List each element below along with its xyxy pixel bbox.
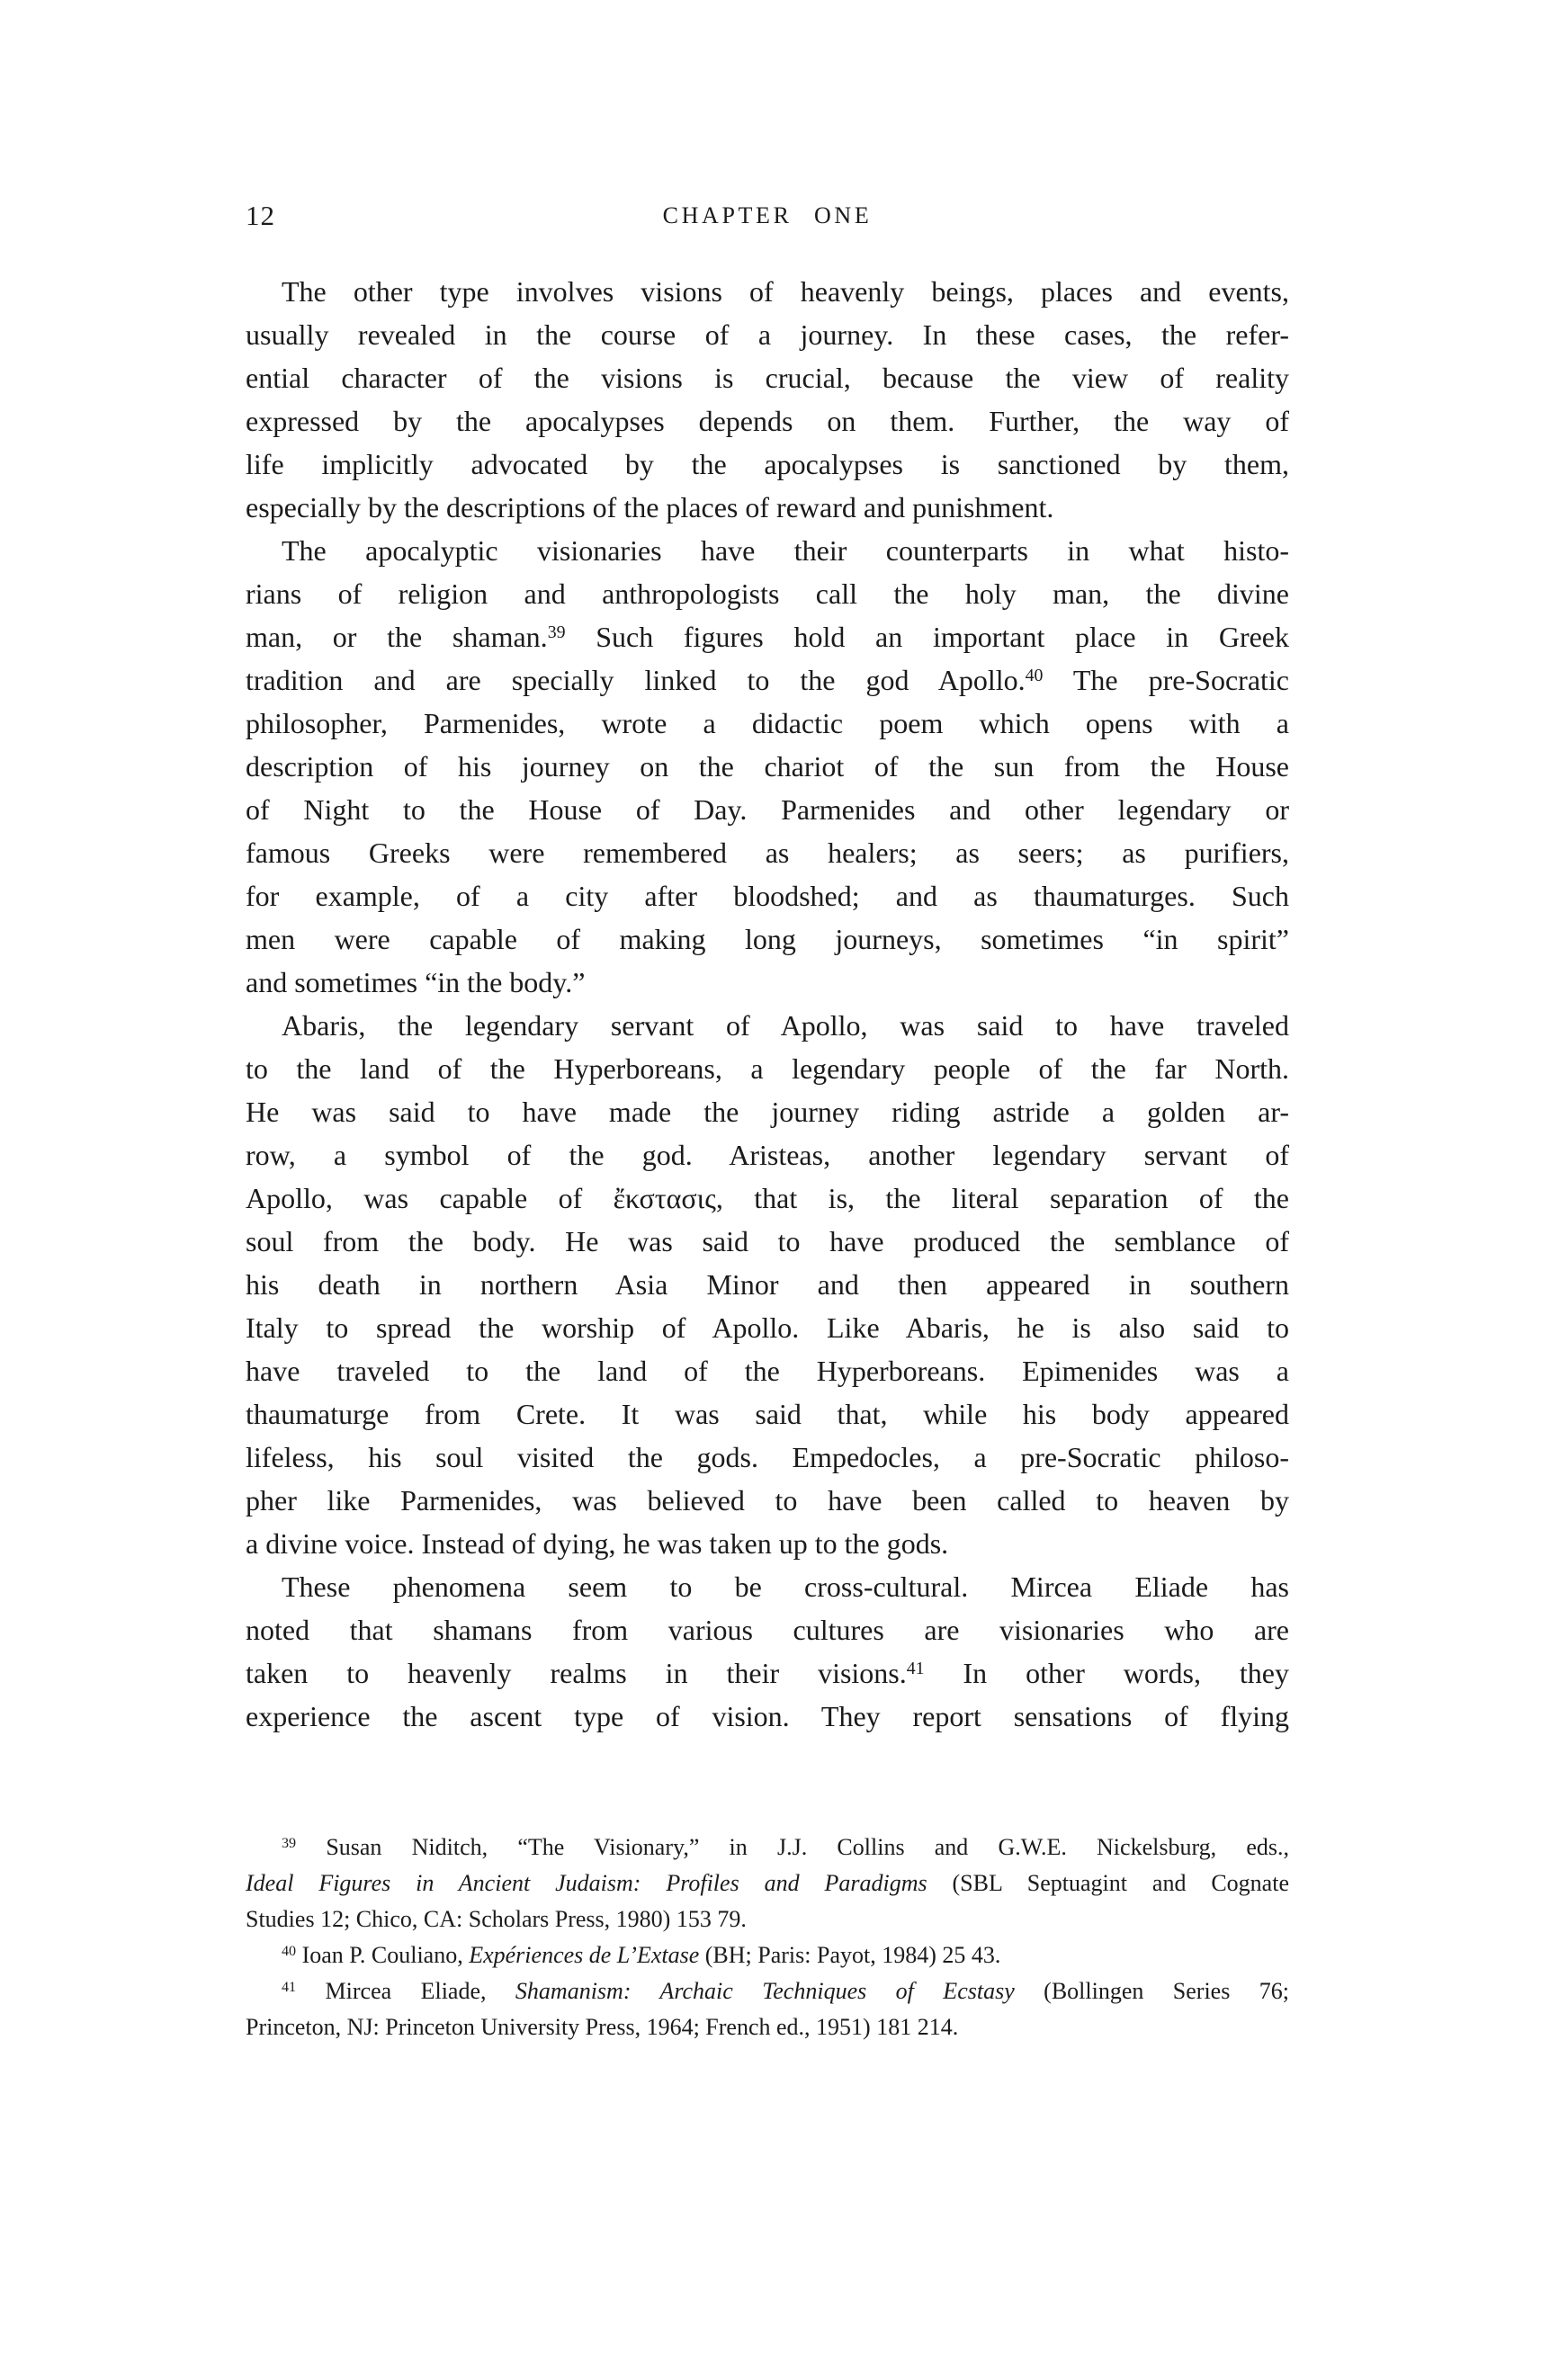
text-run: taken to heavenly realms in their visions. (246, 1657, 907, 1689)
body-line (246, 917, 1289, 961)
body-line (246, 1695, 1289, 1738)
body-line (246, 874, 1289, 917)
text-run: philosopher, Parmenides, wrote a didactic poem which opens with a (246, 707, 1289, 739)
text-run: These phenomena seem to be cross-cultural. Mircea Eliade has (282, 1570, 1289, 1603)
text-run: experience the ascent type of vision. They report sensations of flying (246, 1700, 1289, 1732)
text-run: a divine voice. Instead of dying, he was taken up to the gods. (246, 1527, 949, 1560)
text-run: The other type involves visions of heavenly beings, places and events, (282, 275, 1289, 308)
text-run: famous Greeks were remembered as healers; as seers; as purifiers, (246, 837, 1289, 869)
text-run: tradition and are specially linked to the god Apollo. (246, 664, 1026, 696)
page-body (246, 270, 1289, 1738)
footnote-line (246, 1866, 1289, 1901)
body-line (246, 1565, 1289, 1608)
body-line (246, 1090, 1289, 1133)
text-run: usually revealed in the course of a journey. In these cases, the refer- (246, 318, 1289, 351)
text-run: row, a symbol of the god. Aristeas, another legendary servant of (246, 1139, 1289, 1171)
body-line (246, 961, 1289, 1004)
footnote-line (246, 1937, 1289, 1973)
text-run: soul from the body. He was said to have produced the semblance of (246, 1225, 1289, 1257)
text-run: Italy to spread the worship of Apollo. Like Abaris, he is also said to (246, 1311, 1289, 1344)
text-run: The pre-Socratic (1043, 664, 1290, 696)
body-line (246, 1392, 1289, 1436)
text-run: The apocalyptic visionaries have their counterparts in what histo- (282, 534, 1289, 567)
body-line (246, 1479, 1289, 1522)
body-line (246, 1349, 1289, 1392)
body-line (246, 313, 1289, 356)
text-run: Apollo, was capable of ἔκστασις, that is, the literal separation of the (246, 1182, 1289, 1214)
body-line (246, 1608, 1289, 1651)
footnote-line (246, 1901, 1289, 1937)
body-line (246, 443, 1289, 486)
body-line (246, 1177, 1289, 1220)
footnote-section (246, 1830, 1289, 2045)
body-line (246, 1651, 1289, 1695)
body-line (246, 831, 1289, 874)
page-number: 12 (246, 200, 275, 231)
text-run: expressed by the apocalypses depends on them. Further, the way of (246, 405, 1289, 437)
body-line (246, 356, 1289, 399)
text-run: have traveled to the land of the Hyperboreans. Epimenides was a (246, 1355, 1289, 1387)
text-run: Princeton, NJ: Princeton University Press, 1964; French ed., 1951) 181 214. (246, 2014, 959, 2040)
text-run: Ioan P. Couliano, (296, 1942, 470, 1968)
text-run: He was said to have made the journey riding astride a golden ar- (246, 1096, 1289, 1128)
footnote-ref: 40 (1025, 666, 1044, 686)
text-run: especially by the descriptions of the places of reward and punishment. (246, 491, 1054, 523)
body-line (246, 1263, 1289, 1306)
page-header (246, 200, 1289, 236)
italic-run: Expériences de L’Extase (469, 1942, 700, 1968)
text-run: thaumaturge from Crete. It was said that, while his body appeared (246, 1398, 1289, 1430)
body-line (246, 1133, 1289, 1177)
footnote-ref: 41 (906, 1659, 925, 1679)
text-run: (BH; Paris: Payot, 1984) 25 43. (699, 1942, 1001, 1968)
text-run: life implicitly advocated by the apocalypses is sanctioned by them, (246, 448, 1289, 480)
footnote-line (246, 1830, 1289, 1866)
text-run: Susan Niditch, “The Visionary,” in J.J. Collins and G.W.E. Nickelsburg, eds., (296, 1834, 1289, 1860)
body-line (246, 1306, 1289, 1349)
text-run: his death in northern Asia Minor and then appeared in southern (246, 1268, 1289, 1301)
text-run: man, or the shaman. (246, 621, 548, 653)
body-line (246, 788, 1289, 831)
body-line (246, 1047, 1289, 1090)
text-run: for example, of a city after bloodshed; and as thaumaturges. Such (246, 880, 1289, 912)
text-run: In other words, they (924, 1657, 1290, 1689)
body-line (246, 529, 1289, 572)
body-line (246, 1522, 1289, 1565)
text-run: ential character of the visions is crucial, because the view of reality (246, 362, 1289, 394)
footnote-ref: 39 (282, 1835, 297, 1851)
text-run: (SBL Septuagint and Cognate (927, 1870, 1289, 1896)
text-run: pher like Parmenides, was believed to have been called to heaven by (246, 1484, 1289, 1517)
body-line (246, 1436, 1289, 1479)
running-head: CHAPTER ONE (662, 202, 873, 228)
text-run: of Night to the House of Day. Parmenides and other legendary or (246, 793, 1289, 826)
italic-run: Shamanism: Archaic Techniques of Ecstasy (515, 1978, 1015, 2004)
text-run: lifeless, his soul visited the gods. Empedocles, a pre-Socratic philoso- (246, 1441, 1289, 1473)
body-line (246, 270, 1289, 313)
italic-run: Ideal Figures in Ancient Judaism: Profiles and Paradigms (246, 1870, 927, 1896)
body-line (246, 1220, 1289, 1263)
text-run: rians of religion and anthropologists call the holy man, the divine (246, 577, 1289, 610)
text-run: Abaris, the legendary servant of Apollo, was said to have traveled (282, 1009, 1289, 1042)
footnote-ref: 41 (282, 1979, 297, 1995)
body-line (246, 615, 1289, 658)
body-line (246, 486, 1289, 529)
body-line (246, 702, 1289, 745)
text-run: to the land of the Hyperboreans, a legendary people of the far North. (246, 1052, 1289, 1085)
footnote-line (246, 1973, 1289, 2009)
text-run: men were capable of making long journeys, sometimes “in spirit” (246, 923, 1289, 955)
text-run: Mircea Eliade, (296, 1978, 515, 2004)
text-run: (Bollingen Series 76; (1014, 1978, 1289, 2004)
body-line (246, 572, 1289, 615)
text-run: Studies 12; Chico, CA: Scholars Press, 1980) 153 79. (246, 1906, 747, 1932)
footnote-ref: 39 (547, 622, 566, 643)
text-run: Such figures hold an important place in Greek (565, 621, 1290, 653)
body-line (246, 658, 1289, 702)
text-run: and sometimes “in the body.” (246, 966, 586, 998)
footnote-line (246, 2009, 1289, 2045)
body-line (246, 1004, 1289, 1047)
footnote-ref: 40 (282, 1943, 297, 1959)
body-line (246, 399, 1289, 443)
text-run: description of his journey on the chariot of the sun from the House (246, 750, 1289, 783)
body-line (246, 745, 1289, 788)
text-run: noted that shamans from various cultures are visionaries who are (246, 1614, 1289, 1646)
